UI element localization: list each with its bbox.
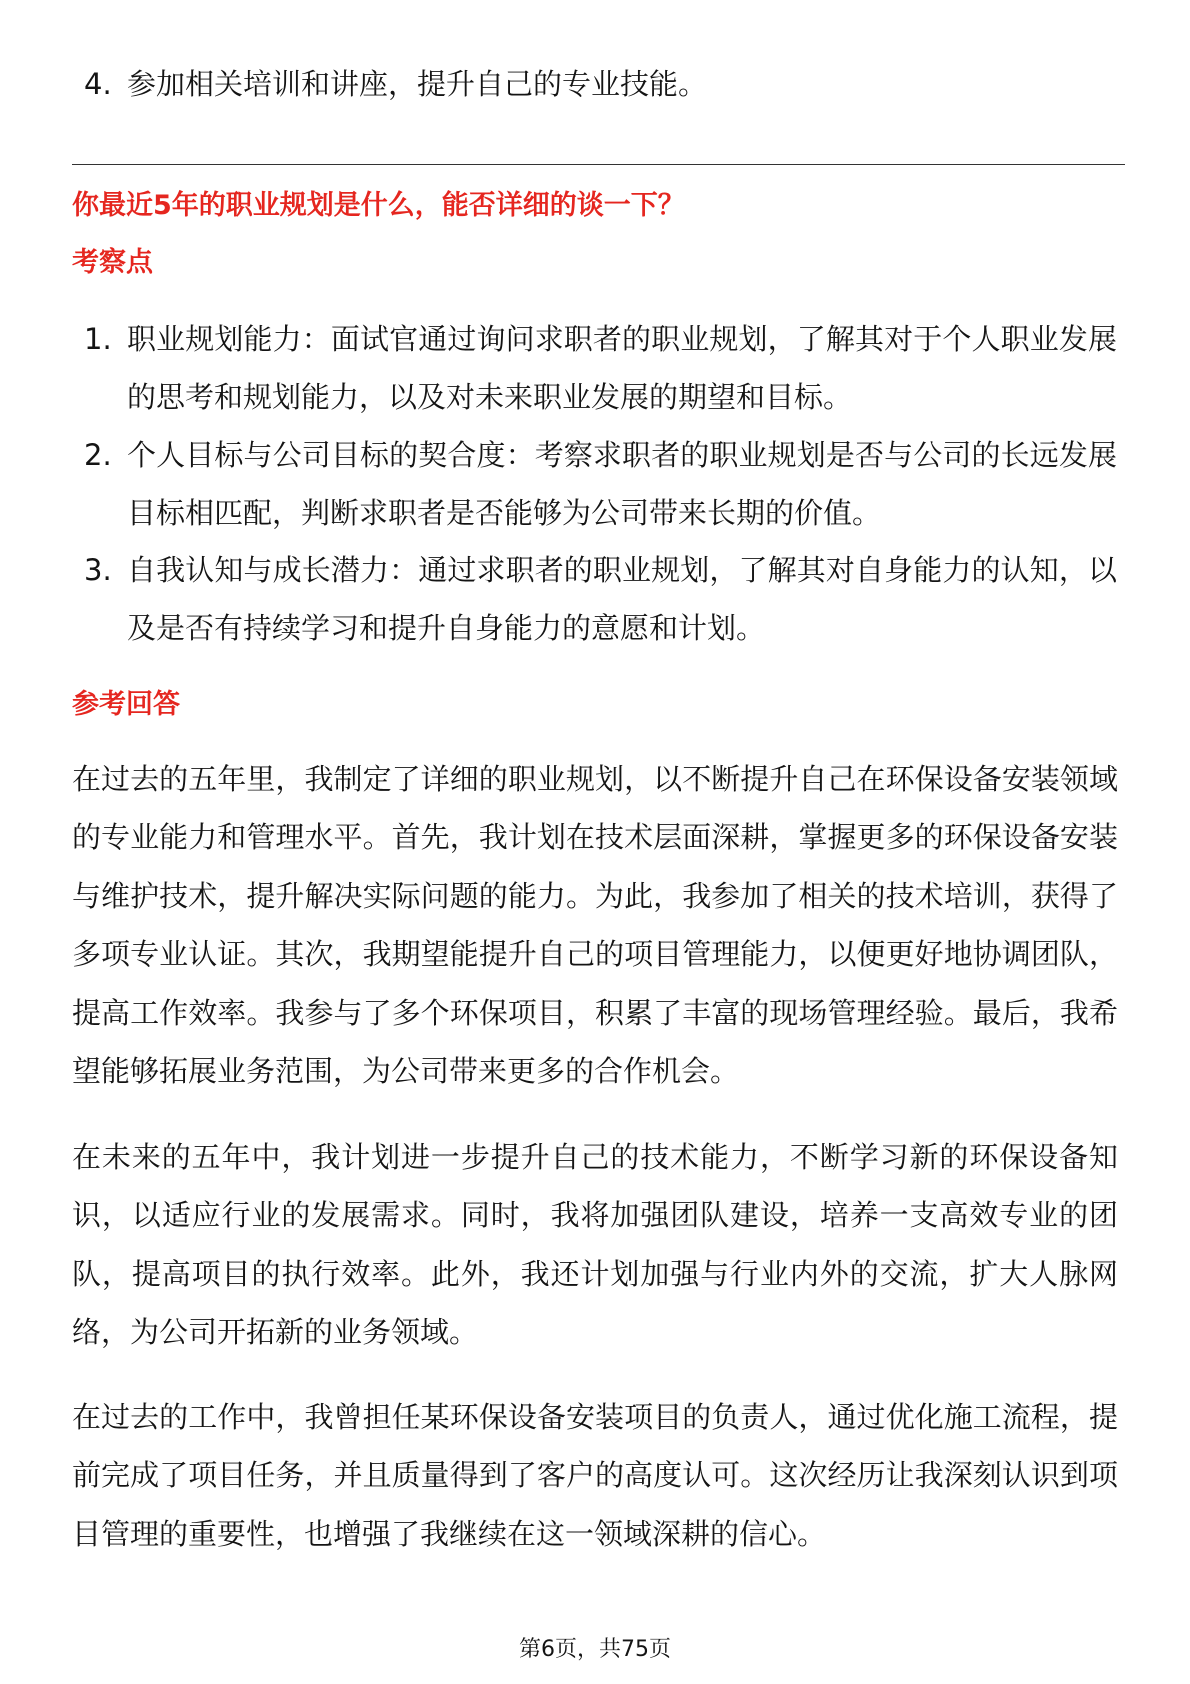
previous-list-item bbox=[72, 55, 1118, 113]
list-item-number: 3. bbox=[84, 553, 112, 587]
list-item-text: 职业规划能力：面试官通过询问求职者的职业规划，了解其对于个人职业发展的思考和规划能力，以及对未来职业发展的期望和目标。 bbox=[127, 322, 1117, 414]
question-title: 你最近5年的职业规划是什么，能否详细的谈一下？ bbox=[72, 190, 685, 221]
focus-point-item bbox=[72, 426, 1118, 542]
list-item-number: 1. bbox=[84, 322, 112, 356]
answer-paragraph: 在未来的五年中，我计划进一步提升自己的技术能力，不断学习新的环保设备知识，以适应行业的发展需求。同时，我将加强团队建设，培养一支高效专业的团队，提高项目的执行效率。此外，我还计划加强与行业内外的交流，扩大人脉网络，为公司开拓新的业务领域。 bbox=[72, 1140, 1118, 1350]
focus-point-item bbox=[72, 310, 1118, 426]
answer-paragraph: 在过去的工作中，我曾担任某环保设备安装项目的负责人，通过优化施工流程，提前完成了项目任务，并且质量得到了客户的高度认可。这次经历让我深刻认识到项目管理的重要性，也增强了我继续在这一领域深耕的信心。 bbox=[72, 1400, 1118, 1551]
focus-heading: 考察点 bbox=[72, 247, 153, 278]
list-item-number: 4. bbox=[84, 67, 112, 101]
list-item-text: 自我认知与成长潜力：通过求职者的职业规划，了解其对自身能力的认知，以及是否有持续学习和提升自身能力的意愿和计划。 bbox=[127, 553, 1117, 645]
list-item-text: 个人目标与公司目标的契合度：考察求职者的职业规划是否与公司的长远发展目标相匹配，判断求职者是否能够为公司带来长期的价值。 bbox=[127, 438, 1117, 530]
list-item-number: 2. bbox=[84, 438, 112, 472]
answer-heading: 参考回答 bbox=[72, 689, 180, 720]
page-number-footer: 第6页，共75页 bbox=[519, 1637, 671, 1662]
list-item-text: 参加相关培训和讲座，提升自己的专业技能。 bbox=[127, 67, 708, 101]
answer-paragraph: 在过去的五年里，我制定了详细的职业规划，以不断提升自己在环保设备安装领域的专业能力和管理水平。首先，我计划在技术层面深耕，掌握更多的环保设备安装与维护技术，提升解决实际问题的能力。为此，我参加了相关的技术培训，获得了多项专业认证。其次，我期望能提升自己的项目管理能力，以便更好地协调团队，提高工作效率。我参与了多个环保项目，积累了丰富的现场管理经验。最后，我希望能够拓展业务范围，为公司带来更多的合作机会。 bbox=[72, 762, 1118, 1089]
focus-point-item bbox=[72, 541, 1118, 657]
section-divider bbox=[72, 164, 1125, 165]
